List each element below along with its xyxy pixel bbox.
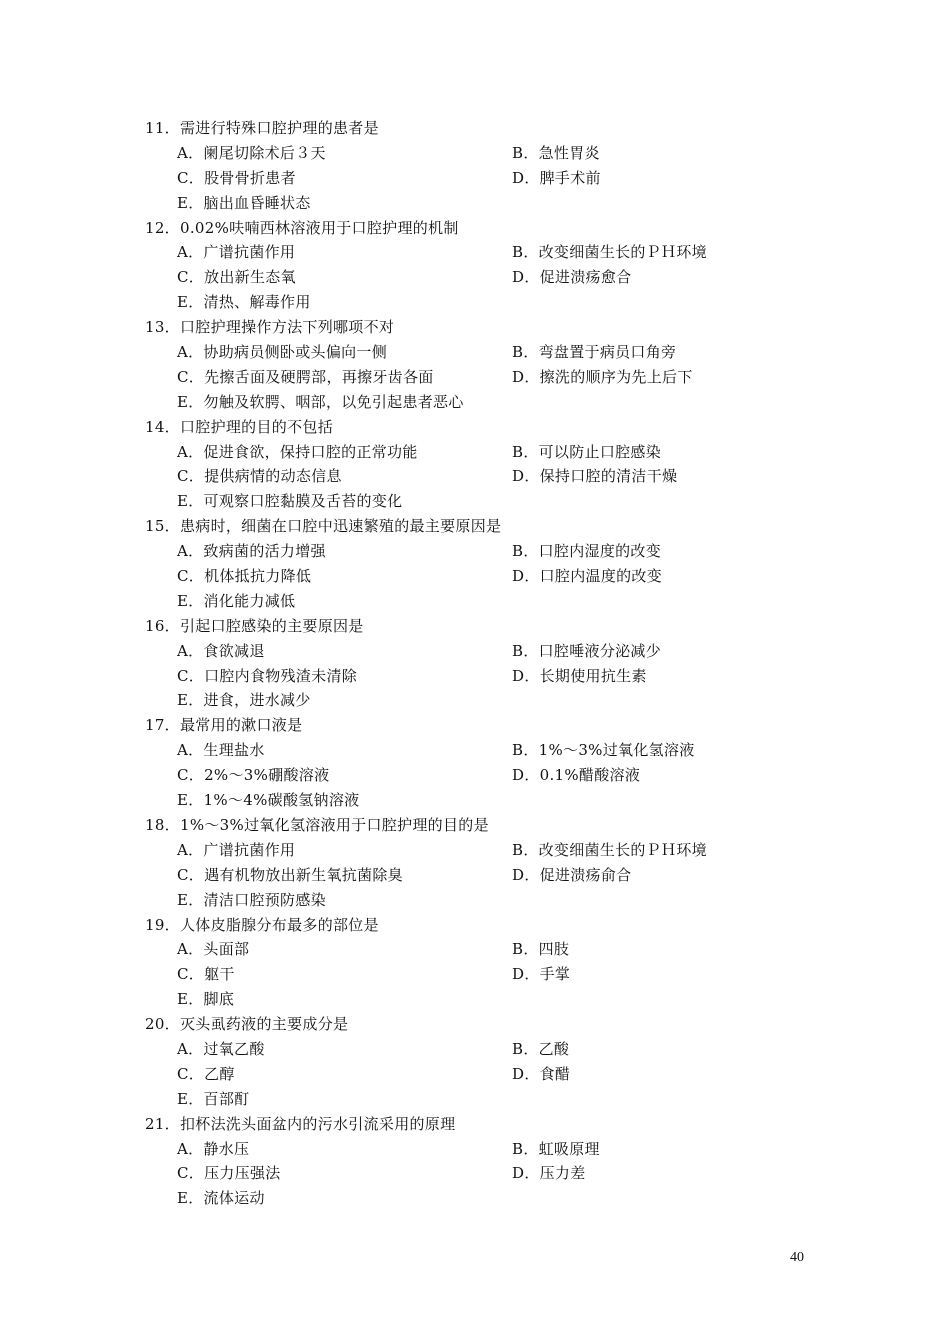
option-c: C．遇有机物放出新生氧抗菌除臭 [177,865,403,884]
option-e: E．可观察口腔黏膜及舌苔的变化 [177,492,403,511]
question-stem: 16．引起口腔感染的主要原因是 [145,616,364,635]
option-row [145,863,865,888]
option-c: C．股骨骨折患者 [177,168,296,187]
option-row [145,664,865,689]
option-b: B．四肢 [512,940,570,959]
question-item [145,713,865,813]
option-d: D．长期使用抗生素 [512,666,647,685]
option-e: E．流体运动 [177,1189,265,1208]
question-item [145,913,865,1013]
option-d: D．保持口腔的清洁干燥 [512,467,678,486]
option-row [145,763,865,788]
option-d: D．0.1%醋酸溶液 [512,766,641,785]
option-a: A．阑尾切除术后３天 [177,143,326,162]
option-d: D．食醋 [512,1064,571,1083]
option-row [145,688,865,713]
question-stem: 11．需进行特殊口腔护理的患者是 [145,119,379,137]
option-b: B．改变细菌生长的ＰＨ环境 [512,243,707,262]
option-b: B．1%～3%过氧化氢溶液 [512,741,695,760]
option-a: A．广谱抗菌作用 [177,840,296,859]
question-stem: 20．灭头虱药液的主要成分是 [145,1015,349,1034]
question-item [145,116,865,216]
question-item [145,614,865,714]
option-b: B．可以防止口腔感染 [512,442,662,461]
option-row [145,290,865,315]
question-stem: 15．患病时，细菌在口腔中迅速繁殖的最主要原因是 [145,517,502,536]
option-a: A．致病菌的活力增强 [177,542,326,561]
option-d: D．脾手术前 [512,168,601,187]
option-row [145,639,865,664]
question-stem: 13．口腔护理操作方法下列哪项不对 [145,318,395,337]
option-c: C．放出新生态氧 [177,268,296,287]
option-a: A．头面部 [177,940,250,959]
option-d: D．促进溃疡愈合 [512,268,632,287]
option-row [145,390,865,415]
option-e: E．百部酊 [177,1089,250,1108]
option-d: D．擦洗的顺序为先上后下 [512,367,693,386]
option-row [145,1137,865,1162]
question-item [145,216,865,316]
option-row [145,1161,865,1186]
option-row [145,340,865,365]
option-e: E．1%～4%碳酸氢钠溶液 [177,791,360,810]
option-row [145,191,865,216]
option-row [145,962,865,987]
option-a: A．过氧乙酸 [177,1039,265,1058]
option-c: C．机体抵抗力降低 [177,567,312,586]
option-row [145,1062,865,1087]
question-stem: 18．1%～3%过氧化氢溶液用于口腔护理的目的是 [145,815,489,834]
option-row [145,240,865,265]
option-e: E．清热、解毒作用 [177,293,311,312]
option-row [145,1037,865,1062]
option-e: E．脑出血昏睡状态 [177,193,311,212]
option-d: D．压力差 [512,1164,586,1183]
question-stem: 14．口腔护理的目的不包括 [145,417,333,436]
option-row [145,888,865,913]
option-row [145,738,865,763]
option-row [145,937,865,962]
option-e: E．进食，进水减少 [177,691,311,710]
option-d: D．促进溃疡俞合 [512,865,632,884]
option-a: A．生理盐水 [177,741,265,760]
option-b: B．虹吸原理 [512,1139,600,1158]
option-a: A．协助病员侧卧或头偏向一侧 [177,343,388,362]
option-e: E．脚底 [177,990,235,1009]
option-row [145,987,865,1012]
option-row [145,489,865,514]
option-row [145,564,865,589]
option-row [145,1087,865,1112]
question-list [145,116,865,1211]
option-e: E．消化能力减低 [177,591,296,610]
option-row [145,166,865,191]
option-row [145,464,865,489]
option-b: B．急性胃炎 [512,143,600,162]
option-c: C．乙醇 [177,1064,235,1083]
question-stem: 19．人体皮脂腺分布最多的部位是 [145,915,379,934]
option-row [145,141,865,166]
option-row [145,788,865,813]
option-e: E．清洁口腔预防感染 [177,890,326,909]
option-e: E．勿触及软腭、咽部，以免引起患者恶心 [177,392,464,411]
option-b: B．口腔唾液分泌减少 [512,641,662,660]
option-c: C．提供病情的动态信息 [177,467,342,486]
option-b: B．弯盘置于病员口角旁 [512,343,677,362]
question-item [145,1112,865,1212]
option-row [145,365,865,390]
option-b: B．改变细菌生长的ＰＨ环境 [512,840,707,859]
option-a: A．促进食欲，保持口腔的正常功能 [177,442,418,461]
option-row [145,440,865,465]
option-c: C．先擦舌面及硬腭部，再擦牙齿各面 [177,367,434,386]
option-c: C．躯干 [177,965,235,984]
option-d: D．口腔内温度的改变 [512,567,663,586]
question-item [145,514,865,614]
question-stem: 12．0.02%呋喃西林溶液用于口腔护理的机制 [145,218,459,237]
option-b: B．口腔内湿度的改变 [512,542,662,561]
option-d: D．手掌 [512,965,571,984]
question-stem: 21．扣杯法洗头面盆内的污水引流采用的原理 [145,1114,456,1133]
question-stem: 17．最常用的漱口液是 [145,716,303,735]
page-number: 40 [790,1250,804,1265]
question-item [145,1012,865,1112]
question-item [145,415,865,515]
question-item [145,813,865,913]
option-c: C．2%～3%硼酸溶液 [177,766,330,785]
option-c: C．压力压强法 [177,1164,281,1183]
option-b: B．乙酸 [512,1039,570,1058]
option-c: C．口腔内食物残渣未清除 [177,666,358,685]
question-item [145,315,865,415]
option-row [145,265,865,290]
option-a: A．广谱抗菌作用 [177,243,296,262]
option-row [145,838,865,863]
option-a: A．食欲减退 [177,641,265,660]
option-row [145,589,865,614]
option-a: A．静水压 [177,1139,250,1158]
option-row [145,1186,865,1211]
option-row [145,539,865,564]
